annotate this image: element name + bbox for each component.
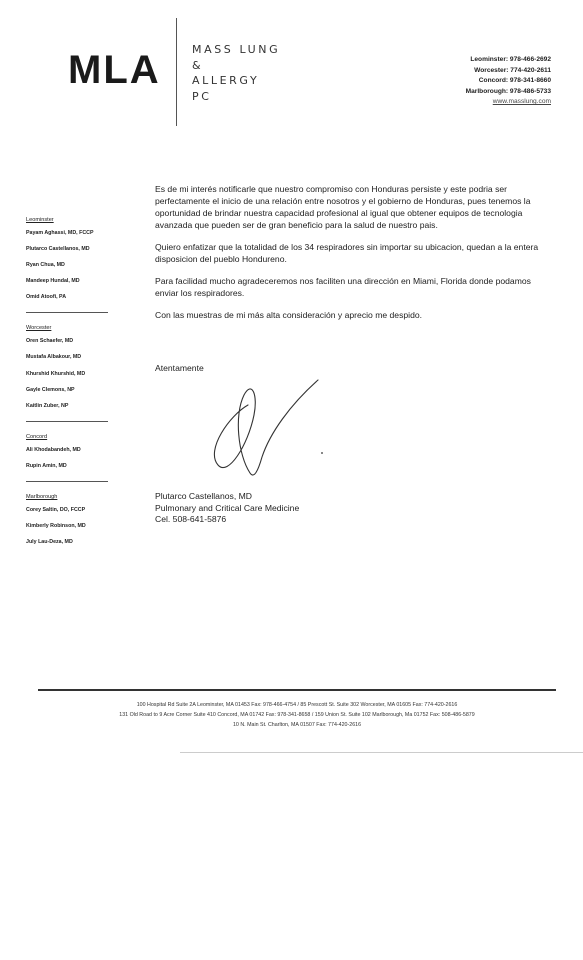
footer-addresses: [40, 700, 554, 730]
staff-member: Gayle Clemons, NP: [26, 386, 75, 393]
footer-address-line: 100 Hospital Rd Suite 2A Leominster, MA 01453 Fax: 978-466-4754 / 85 Prescott St. Suite 302 Worcester, MA 01605 Fax: 774-420-2616: [136, 702, 458, 708]
staff-member: July Lau-Deza, MD: [26, 539, 73, 546]
sidebar-divider: [26, 421, 108, 422]
staff-group-title: Concord: [26, 433, 48, 440]
letter-closing: Atentamente: [155, 363, 204, 373]
signature-icon: [200, 375, 340, 485]
letter-paragraph: Con las muestras de mi más alta consideración y aprecio me despido.: [155, 310, 423, 320]
staff-member: Kimberly Robinson, MD: [26, 522, 86, 529]
footer-divider: [38, 689, 556, 691]
staff-member: Rupin Amin, MD: [26, 462, 67, 469]
staff-group-title: Leominster: [26, 217, 54, 223]
office-phone: Marlborough: 978-486-5733: [465, 87, 551, 95]
firm-name: [192, 42, 280, 104]
page-edge-line: [180, 752, 583, 753]
staff-sidebar: [26, 217, 118, 555]
office-phones: [466, 55, 551, 108]
office-phone: Worcester: 774-420-2611: [474, 66, 551, 74]
header-divider: [176, 18, 177, 126]
staff-group-marlborough: [26, 494, 118, 545]
letter-body: [155, 183, 555, 331]
sidebar-divider: [26, 481, 108, 482]
staff-group-title: Worcester: [26, 325, 52, 332]
staff-member: Kaitlin Zuber, NP: [26, 402, 69, 409]
firm-name-line: &: [192, 58, 204, 72]
firm-name-line: MASS LUNG: [192, 43, 281, 56]
letter-paragraph: Para facilidad mucho agradeceremos nos faciliten una dirección en Miami, Florida donde podamos enviar los respiradores.: [155, 276, 531, 298]
letter-paragraph: Es de mi interés notificarle que nuestro compromiso con Honduras persiste y este podria ser perfectamente el inicio de una relación entre nosotros y el gobierno de Honduras, pues tenemos la oportunidad de brindar nuestra capacidad profesional al igual que obtener equipos de tecnologia avanzada que pueden ser de gran beneficio para la salud de nuestro pais.: [155, 184, 531, 230]
staff-member: Payam Aghassi, MD, FCCP: [26, 230, 94, 236]
firm-name-line: ALLERGY: [192, 74, 260, 87]
firm-name-line: PC: [192, 89, 212, 103]
staff-member: Mandeep Hundal, MD: [26, 278, 80, 285]
staff-member: Oren Schaefer, MD: [26, 338, 74, 345]
staff-member: Ryan Chua, MD: [26, 262, 65, 269]
signer-name: Plutarco Castellanos, MD: [155, 491, 252, 501]
staff-member: Ali Khodabandeh, MD: [26, 446, 81, 453]
company-logo: MLA: [68, 48, 161, 92]
office-phone: Leominster: 978-466-2692: [470, 56, 551, 63]
office-phone: Concord: 978-341-8660: [478, 77, 551, 85]
staff-member: Plutarco Castellanos, MD: [26, 246, 90, 253]
staff-group-worcester: [26, 325, 118, 408]
handwritten-signature: [200, 375, 340, 485]
signer-title: Pulmonary and Critical Care Medicine: [155, 502, 300, 513]
staff-group-leominster: [26, 217, 118, 300]
footer-address-line: 10 N. Main St. Charlton, MA 01507 Fax: 774-420-2616: [232, 722, 362, 728]
staff-member: Omid Atoofi, PA: [26, 294, 67, 301]
signer-block: [155, 491, 299, 526]
sidebar-divider: [26, 312, 108, 313]
staff-member: Khurshid Khurshid, MD: [26, 370, 86, 377]
staff-member: Corey Saltin, DO, FCCP: [26, 506, 86, 513]
website-link[interactable]: www.masslung.com: [492, 98, 551, 106]
letter-paragraph: Quiero enfatizar que la totalidad de los 34 respiradores sin importar su ubicacion, quedan a la entera disposicion del pueblo Hondureno.: [155, 242, 539, 264]
footer-address-line: 131 Old Road to 9 Acre Corner Suite 410 Concord, MA 01742 Fax: 978-341-8658 / 159 Union St. Suite 102 Marlborough, Ma 01752 Fax: 508-486-5879: [119, 712, 475, 718]
staff-group-title: Marlborough: [26, 493, 58, 500]
staff-member: Mustafa Albakour, MD: [26, 354, 82, 361]
staff-group-concord: [26, 434, 118, 469]
signer-phone: Cel. 508-641-5876: [155, 514, 227, 524]
